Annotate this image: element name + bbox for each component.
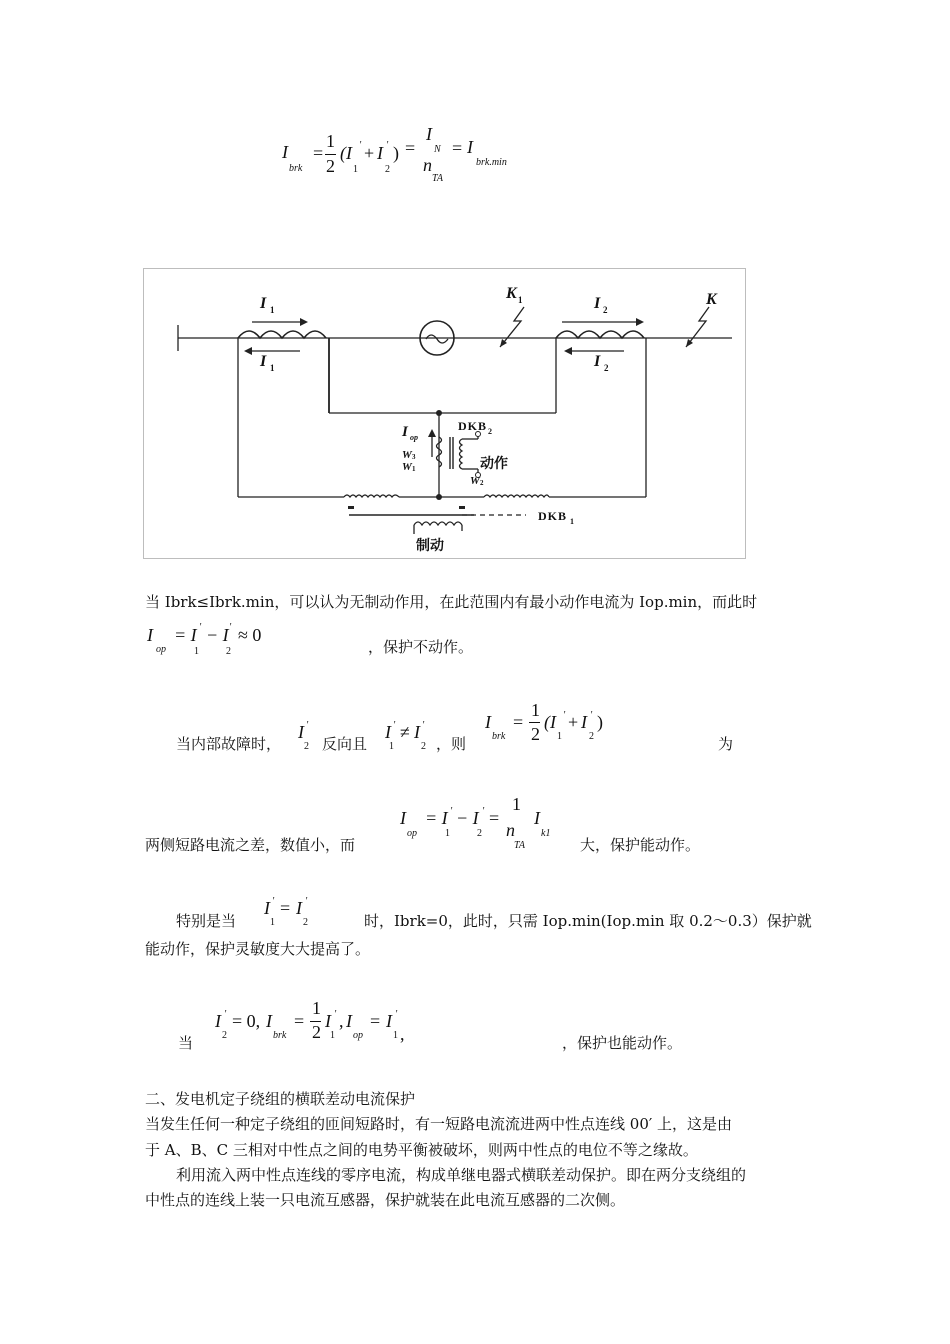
junction-dot-bottom [436, 494, 442, 500]
p4-op: op [353, 1030, 363, 1041]
para3-b: 时，Ibrk=0，此时，只需 Iop.min(Iop.min 取 0.2～0.3）保护就 [364, 912, 812, 930]
p4-Iop: I [346, 1011, 352, 1031]
p4-I1: I [325, 1011, 331, 1031]
para2-b: 反向且 [322, 735, 368, 753]
p2-I2-sub: 2 [421, 741, 426, 752]
label-dkb1-sub: 1 [570, 517, 574, 526]
brake-winding [414, 522, 462, 525]
label-i1p-sub: 1 [270, 363, 275, 373]
p2b-one: 1 [531, 700, 540, 720]
p3-s1: 1 [270, 917, 275, 928]
p2b-s2: 2 [589, 731, 594, 742]
p2-I2-prime: ′ [422, 720, 425, 731]
label-iop: I [402, 424, 408, 440]
label-dkb2-sub: 2 [488, 427, 492, 436]
f1-eq2: = [405, 138, 416, 158]
p2-I1-sub: 1 [389, 741, 394, 752]
label-brake: 制动 [416, 538, 444, 554]
p1-eq-I: = I [174, 625, 197, 645]
f1-frac-I: I [426, 124, 432, 144]
p4-one: 1 [312, 998, 321, 1018]
p4-two: 2 [312, 1022, 321, 1042]
p2b-s1: 1 [557, 731, 562, 742]
p2b-frac-line [529, 722, 540, 723]
f1-plus: + [364, 143, 375, 163]
para3-a: 特别是当 [176, 912, 237, 930]
f1-eq3: = [452, 138, 463, 158]
label-dkb2: DKB [458, 419, 488, 433]
f1-prime1: ′ [359, 140, 362, 151]
p4-brk: brk [273, 1030, 287, 1041]
f1-prime2: ′ [386, 140, 389, 151]
p2o-I: I [400, 808, 406, 828]
section-line-4: 中性点的连线上装一只电流互感器，保护就装在此电流互感器的二次侧。 [145, 1191, 626, 1209]
p3-I1: I [264, 898, 270, 918]
section-heading: 二、发电机定子绕组的横联差动电流保护 [145, 1090, 416, 1108]
para3-c: 能动作，保护灵敏度大大提高了。 [145, 940, 371, 958]
p2o-n: n [506, 820, 515, 840]
p2b-prime1: ′ [563, 710, 566, 721]
p3-prime1: ′ [272, 896, 275, 907]
label-w3: W [402, 449, 412, 461]
f1-frac-n: n [423, 155, 432, 175]
para1-text: 当 Ibrk≤Ibrk.min，可以认为无制动作用，在此范围内有最小动作电流为 Iop.min，而此时 [145, 593, 758, 611]
label-i2p: I [594, 353, 601, 370]
p3-eq: = [280, 898, 291, 918]
p2-I2p: I [298, 722, 304, 742]
p1-I: I [147, 625, 153, 645]
f1-half-num: 1 [326, 131, 335, 151]
f1-paren-close: ) [393, 143, 399, 163]
p2b-plus: + [568, 712, 579, 732]
w2-winding [460, 439, 463, 469]
p4-prime1: ′ [334, 1009, 337, 1020]
circuit-diagram [143, 268, 746, 559]
p2-I1: I [385, 722, 391, 742]
f1-I2: I [377, 143, 383, 163]
p2o-one: 1 [512, 794, 521, 814]
label-w3-sub: 3 [412, 453, 416, 461]
para2-d: 为 [718, 735, 734, 753]
label-dkb1: DKB [538, 509, 568, 523]
iop-arrowhead [428, 429, 436, 437]
f1-rhs-sub: brk.min [476, 157, 507, 168]
junction-dot-top [436, 410, 442, 416]
p4-s1b: 1 [393, 1030, 398, 1041]
p3-prime2: ′ [305, 896, 308, 907]
p2-I2: I [414, 722, 420, 742]
f1-frac-N: N [434, 144, 441, 155]
p3-I2: I [296, 898, 302, 918]
p4-zero: = 0, [232, 1011, 261, 1031]
p1-prime2: ′ [229, 622, 232, 633]
f1-I: I [282, 142, 288, 162]
section-line-2: 于 A、B、C 三相对中性点之间的电势平衡被破坏，则两中性点的电位不等之缘故。 [145, 1141, 698, 1159]
p2b-paren-I: (I [544, 712, 556, 732]
p2o-s2: 2 [477, 828, 482, 839]
p4-I1b: I [386, 1011, 392, 1031]
p4-eq2: = [370, 1011, 381, 1031]
p2o-k1: k1 [541, 828, 551, 839]
p4-eq: = [294, 1011, 305, 1031]
p2b-two: 2 [531, 724, 540, 744]
p2o-TA: TA [514, 840, 525, 851]
section-line-1: 当发生任何一种定子绕组的匝间短路时，有一短路电流流进两中性点连线 00′ 上，这是由 [145, 1115, 733, 1133]
p2b-prime2: ′ [590, 710, 593, 721]
i2-arrowhead [636, 318, 644, 326]
dkb1-polarity-left [348, 506, 354, 509]
label-i1: I [260, 295, 267, 312]
p2b-eq: = [513, 712, 524, 732]
label-i1-sub: 1 [270, 305, 275, 315]
label-i1p: I [260, 353, 267, 370]
p2b-I2: I [581, 712, 587, 732]
p1-minus-I: − I [206, 625, 229, 645]
label-i2: I [594, 295, 601, 312]
p2-I2p-sub: 2 [304, 741, 309, 752]
para4-a: 当 [178, 1034, 194, 1052]
f1-eq: = [313, 143, 324, 163]
i1p-arrowhead [244, 347, 252, 355]
para1-tail: ，保护不动作。 [368, 638, 474, 656]
p2o-prime1: ′ [450, 806, 453, 817]
section-line-3: 利用流入两中性点连线的零序电流，构成单继电器式横联差动保护。即在两分支绕组的 [176, 1166, 747, 1184]
f1-sub2: 2 [385, 164, 390, 175]
f1-half-den: 2 [326, 156, 335, 176]
restraint-winding-left [344, 495, 399, 497]
generator-sine-icon [426, 335, 448, 343]
p4-Ibrk: I [266, 1011, 272, 1031]
para2-e: 两侧短路电流之差，数值小，而 [145, 836, 356, 854]
restraint-winding-right [484, 495, 549, 497]
p2-ne: ≠ [400, 722, 410, 742]
para2-c: ，则 [436, 735, 467, 753]
label-action: 动作 [480, 456, 508, 472]
f1-paren-I: (I [340, 143, 352, 163]
label-k1: K [506, 285, 517, 302]
f1-frac-TA: TA [432, 173, 443, 184]
p2o-Ik: I [534, 808, 540, 828]
p1-prime1: ′ [199, 622, 202, 633]
p1-approx: ≈ 0 [238, 625, 262, 645]
p4-comma: , [339, 1011, 344, 1031]
para2-a: 当内部故障时， [176, 735, 282, 753]
ct1-coil [238, 331, 326, 338]
p1-sub-op: op [156, 644, 166, 655]
p4-s2: 2 [222, 1030, 227, 1041]
p2o-s1: 1 [445, 828, 450, 839]
p2o-eq2: = [489, 808, 500, 828]
dkb1-polarity-right [459, 506, 465, 509]
p2b-sub: brk [492, 731, 506, 742]
p2o-sub: op [407, 828, 417, 839]
f1-sub1: 1 [353, 164, 358, 175]
p2o-minus: − I [456, 808, 479, 828]
p2b-I: I [485, 712, 491, 732]
label-w2: W [470, 475, 480, 487]
p2b-close: ) [597, 712, 603, 732]
label-iop-sub: op [410, 433, 418, 442]
p4-s1: 1 [330, 1030, 335, 1041]
label-w2-sub: 2 [480, 479, 484, 487]
f1-frac-line [325, 154, 336, 155]
p2o-prime2: ′ [482, 806, 485, 817]
p1-sub1: 1 [194, 646, 199, 657]
i2p-arrowhead [564, 347, 572, 355]
p4-prime2: ′ [224, 1009, 227, 1020]
p4-prime1b: ′ [395, 1009, 398, 1020]
p3-s2: 2 [303, 917, 308, 928]
f1-rhs-I: I [467, 137, 473, 157]
label-w1-sub: 1 [412, 465, 416, 473]
label-i2p-sub: 2 [604, 363, 609, 373]
circuit-svg [144, 269, 745, 558]
label-w1: W [402, 461, 412, 473]
p2o-eq: = I [425, 808, 448, 828]
i1-arrowhead [300, 318, 308, 326]
p4-comma2: , [400, 1024, 405, 1044]
para4-b: ，保护也能动作。 [562, 1034, 683, 1052]
f1-sub-brk: brk [289, 163, 303, 174]
p1-sub2: 2 [226, 646, 231, 657]
ct2-coil [556, 331, 644, 338]
p4-I2: I [215, 1011, 221, 1031]
p2-I2p-prime: ′ [306, 720, 309, 731]
label-k1-sub: 1 [518, 295, 523, 305]
para2-f: 大，保护能动作。 [580, 836, 701, 854]
label-i2-sub: 2 [603, 305, 608, 315]
label-k: K [706, 291, 717, 308]
p2-I1-prime: ′ [393, 720, 396, 731]
